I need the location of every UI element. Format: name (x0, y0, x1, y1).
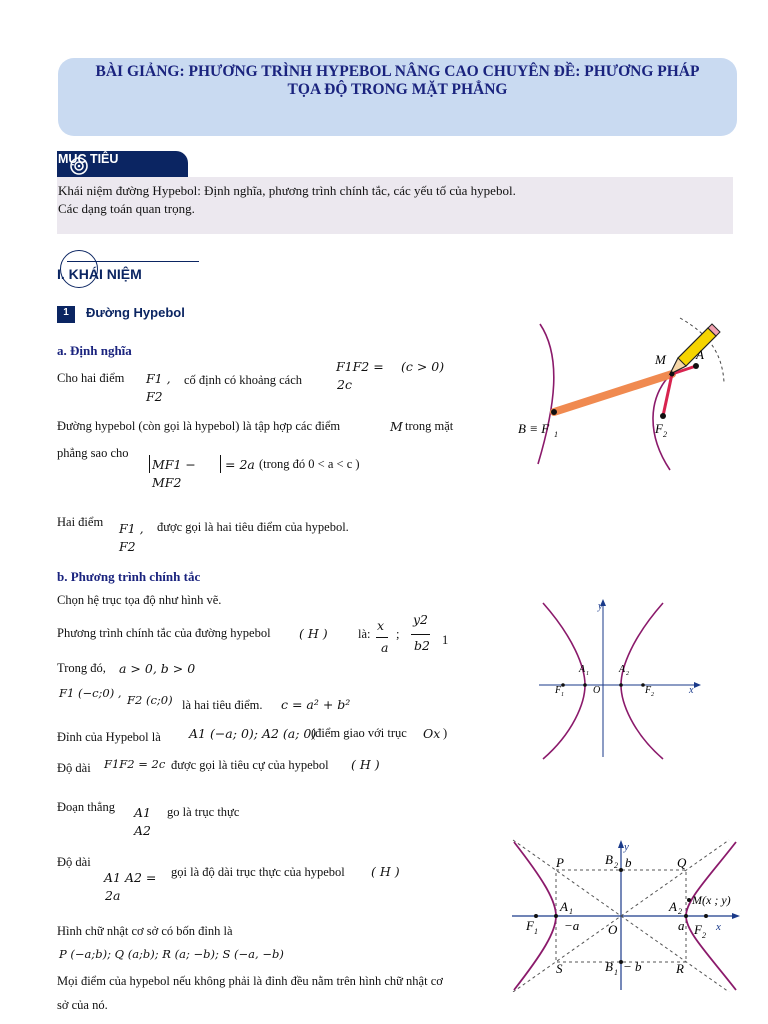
frac-x: x (377, 618, 385, 633)
fig3-a2-sub: 2 (678, 907, 682, 916)
label-b-f1: B ≡ F (518, 421, 550, 436)
def-p4-f2: F2 (119, 539, 136, 554)
label-m: M (655, 352, 666, 367)
abs-bar-left (149, 455, 150, 473)
fig3-m: M(x ; y) (692, 893, 731, 907)
fig3-f1-sub: 1 (534, 927, 538, 936)
can-l1: Chọn hệ trục tọa độ như hình vẽ. (57, 593, 222, 607)
fig2-f1: F (555, 685, 562, 696)
fig2-f1-sub: 1 (561, 692, 564, 698)
def-p3-eq: = 2a (225, 457, 255, 472)
can-l4-f2: F2 (c;0) (127, 693, 173, 707)
can-l6-c: được gọi là tiêu cự của hypebol (171, 758, 329, 772)
subsection-number: 1 (57, 306, 75, 323)
def-p1-a: Cho hai điểm (57, 371, 125, 385)
def-p1-f1: F1 , (146, 371, 171, 386)
def-p3-b: (trong đó 0 < a < c ) (259, 457, 360, 471)
figure-canonical (535, 597, 705, 762)
can-l2-b: là: (358, 627, 371, 641)
fig3-r: R (676, 961, 684, 976)
def-p3-mf2: MF2 (152, 475, 182, 490)
abs-bar-right (220, 455, 221, 473)
fig3-neg-a: −a (564, 918, 580, 933)
def-p4-a: Hai điểm (57, 515, 104, 529)
label-b-f1-sub: 1 (554, 430, 558, 439)
can-l6-a: Độ dài (57, 761, 91, 775)
hyperbola-left-branch (538, 324, 554, 464)
can-l9: Hình chữ nhật cơ sở có bốn đỉnh là (57, 924, 233, 938)
branch-right (621, 603, 663, 759)
frac-a: a (381, 640, 389, 655)
point-f1 (551, 409, 557, 415)
can-l4-c: c = a² + b² (281, 697, 351, 712)
can-l5-ox: Ox (423, 726, 441, 741)
label-f2-sub: 2 (663, 430, 667, 439)
fig3-b: b (625, 855, 632, 870)
frac-y2: y2 (413, 612, 429, 627)
can-l11: Mọi điểm của hypebol nếu không phải là đỉnh đều nằm trên hình chữ nhật cơ (57, 974, 443, 988)
definition-heading: a. Định nghĩa (57, 343, 132, 358)
can-l8-d: gọi là độ dài trục thực của hypebol (171, 865, 345, 879)
def-p1-b: cố định có khoảng cách (184, 373, 303, 387)
can-l5-b: A1 (−a; 0); A2 (a; 0) (189, 726, 317, 741)
fig3-s: S (556, 961, 563, 976)
can-l8-a: Độ dài (57, 855, 91, 869)
fig3-p: P (556, 855, 564, 870)
frac-bar-2 (411, 634, 430, 635)
fig2-x-label: x (689, 685, 694, 696)
can-l10: P (−a;b); Q (a;b); R (a; −b); S (−a, −b) (59, 947, 284, 961)
point-a (693, 363, 699, 369)
fig3-a1-sub: 1 (569, 907, 573, 916)
figure-basic-rectangle (508, 838, 744, 992)
fig2-a1-sub: 1 (586, 671, 589, 677)
fig3-b1: B (605, 959, 613, 974)
def-p3-a: phẳng sao cho (57, 446, 129, 460)
fig3-a1: A (560, 899, 568, 914)
can-l6-H: ( H ) (351, 757, 380, 772)
fig3-f1: F (526, 918, 534, 933)
def-p4-f1: F1 , (119, 521, 144, 536)
point-f2 (660, 413, 666, 419)
frac-bar-1 (376, 637, 388, 638)
fig3-b1-sub: 1 (614, 968, 618, 977)
can-l7-a1: A1 (134, 805, 151, 820)
can-l12: sở của nó. (57, 998, 108, 1012)
can-l3-a: Trong đó, (57, 661, 106, 675)
can-l2-H: ( H ) (299, 626, 328, 641)
fig3-q: Q (677, 855, 687, 870)
fig3-b2-sub: 2 (614, 861, 618, 870)
branch-left (543, 603, 585, 759)
title-line-2: TỌA ĐỘ TRONG MẶT PHẲNG (287, 81, 508, 98)
frac-one: 1 (442, 633, 449, 647)
can-l8-c: 2a (105, 888, 121, 903)
x-arrow (694, 682, 701, 688)
can-l6-b: F1F2 = 2c (104, 757, 166, 771)
fig3-y: y (624, 841, 629, 853)
fig3-origin: O (608, 922, 618, 937)
fig3-f2: F (694, 922, 702, 937)
canonical-heading: b. Phương trình chính tắc (57, 569, 201, 584)
fig2-f2-sub: 2 (651, 692, 654, 698)
def-p4-b: được gọi là hai tiêu điểm của hypebol. (157, 520, 349, 534)
fig3-b2: B (605, 852, 613, 867)
objective-line-2: Các dạng toán quan trọng. (58, 201, 195, 216)
can-l2-a: Phương trình chính tắc của đường hypebol (57, 626, 271, 640)
def-p2-b: trong mặt (405, 419, 454, 433)
frac-b2: b2 (414, 638, 430, 653)
can-l4-b: là hai tiêu điểm. (182, 698, 263, 712)
def-p1-2c: 2c (337, 377, 352, 392)
def-p2-M: M (390, 419, 403, 434)
fig2-a1: A (579, 664, 586, 675)
can-l4-f1: F1 (−c;0) , (59, 686, 122, 700)
def-p2-a: Đường hypebol (còn gọi là hypebol) là tập hợp các điểm (57, 419, 341, 433)
subsection-title: Đường Hypebol (86, 305, 185, 320)
can-l3-b: a > 0, b > 0 (119, 661, 196, 676)
hyperbola-right-branch (653, 370, 675, 470)
title-line-1: BÀI GIẢNG: PHƯƠNG TRÌNH HYPEBOL NÂNG CAO CHUYÊN ĐỀ: PHƯƠNG PHÁP (95, 63, 700, 80)
fig3-f2-sub: 2 (702, 931, 706, 940)
can-l7-a: Đoạn thẳng (57, 800, 115, 814)
fig3-a: a (678, 918, 685, 933)
objective-line-1: Khái niệm đường Hypebol: Định nghĩa, phương trình chính tắc, các yếu tố của hypebol. (58, 183, 516, 198)
objectives-tab-label: MỤC TIÊU (58, 152, 119, 166)
point-m (670, 372, 675, 377)
fig3-x: x (716, 921, 721, 933)
fig3-a2: A (669, 899, 677, 914)
page-title (58, 63, 737, 99)
label-f2: F (655, 421, 663, 436)
frac-semicolon: ; (396, 627, 400, 641)
fig2-y-label: y (598, 601, 603, 612)
can-l5-a: Đỉnh của Hypebol là (57, 730, 161, 744)
def-p1-cond: (c > 0) (401, 359, 445, 374)
label-a: A (696, 347, 704, 362)
can-l5-c: (điểm giao với trục (311, 726, 407, 740)
can-l8-b: A1 A2 = (104, 870, 157, 885)
fig2-a2-sub: 2 (626, 671, 629, 677)
can-l5-d: ) (443, 726, 448, 740)
section-rule (67, 261, 199, 262)
can-l7-a2: A2 (134, 823, 151, 838)
def-p1-f2: F2 (146, 389, 163, 404)
def-p1-eq: F1F2 = (336, 359, 384, 374)
figure-construction (510, 312, 740, 477)
can-l8-H: ( H ) (371, 864, 400, 879)
fig2-origin: O (593, 685, 601, 696)
section-heading: I. KHÁI NIỆM (57, 266, 142, 282)
fig2-a2: A (619, 664, 626, 675)
fig2-f2: F (645, 685, 652, 696)
fig3-neg-b: − b (623, 959, 642, 974)
can-l7-b: go là trục thực (167, 805, 240, 819)
def-p3-mf1: MF1 − (152, 457, 196, 472)
